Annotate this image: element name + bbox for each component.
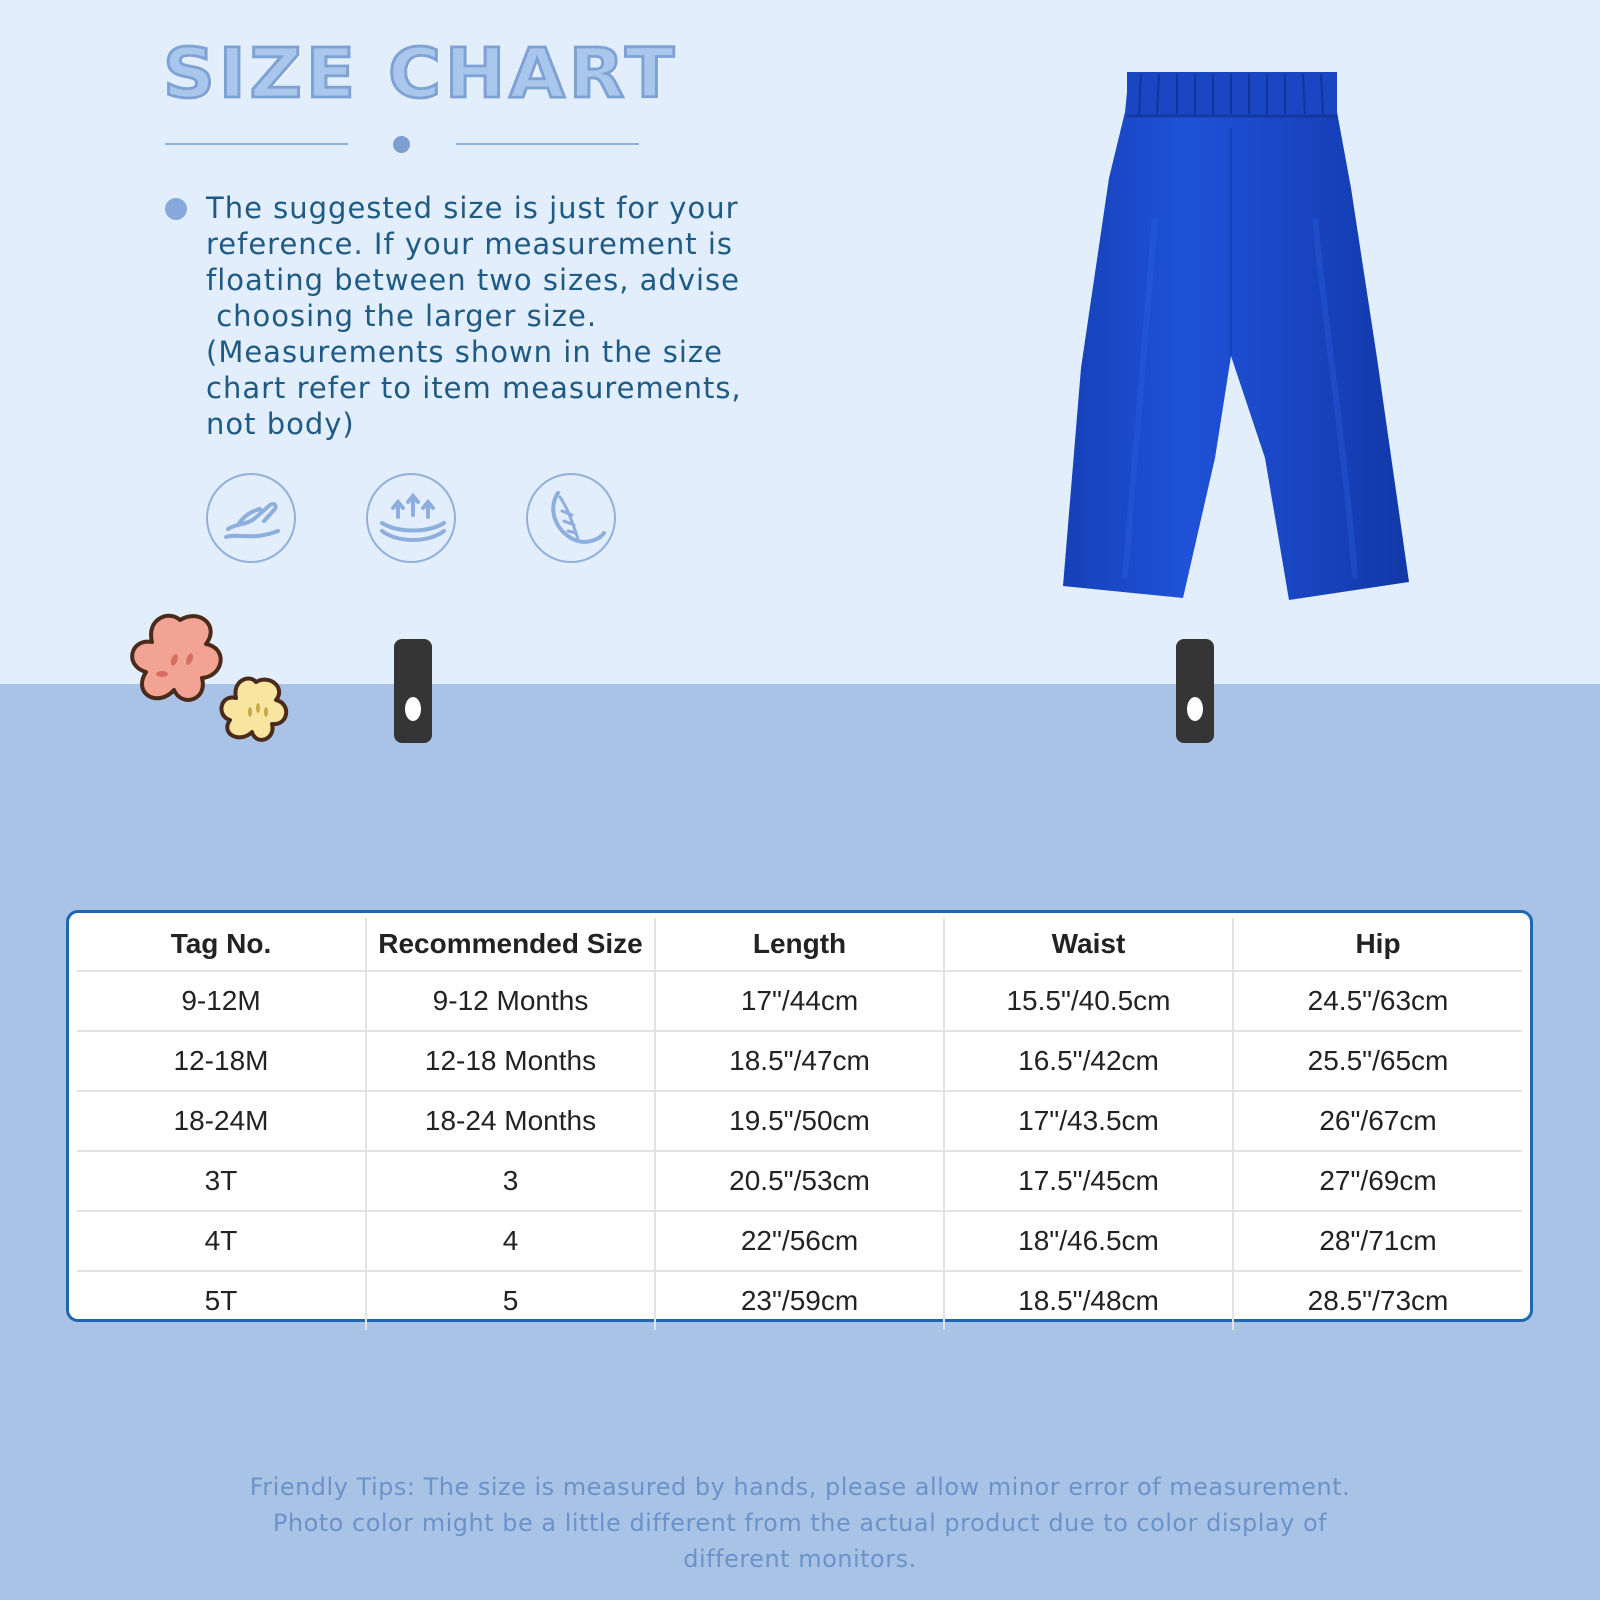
cell-recommended-size: 12-18 Months bbox=[366, 1031, 655, 1091]
cell-waist: 16.5"/42cm bbox=[944, 1031, 1233, 1091]
size-note-line: chart refer to item measurements, bbox=[206, 371, 742, 405]
size-note-line: not body) bbox=[206, 407, 355, 441]
cell-waist: 17"/43.5cm bbox=[944, 1091, 1233, 1151]
cell-waist: 15.5"/40.5cm bbox=[944, 971, 1233, 1031]
header-hip: Hip bbox=[1233, 918, 1522, 971]
header-tag-no: Tag No. bbox=[77, 918, 366, 971]
title-divider-left bbox=[165, 143, 348, 145]
cell-hip: 28"/71cm bbox=[1233, 1211, 1522, 1271]
cell-tag-no: 12-18M bbox=[77, 1031, 366, 1091]
clip-hole bbox=[405, 697, 421, 721]
size-note bbox=[206, 190, 866, 442]
hanger-clip-right bbox=[1176, 639, 1214, 743]
soft-hand-icon bbox=[206, 473, 296, 563]
cell-length: 20.5"/53cm bbox=[655, 1151, 944, 1211]
size-note-line: reference. If your measurement is bbox=[206, 227, 734, 261]
cell-waist: 17.5"/45cm bbox=[944, 1151, 1233, 1211]
size-note-line: (Measurements shown in the size bbox=[206, 335, 723, 369]
breathable-icon bbox=[366, 473, 456, 563]
cell-tag-no: 9-12M bbox=[77, 971, 366, 1031]
cell-tag-no: 3T bbox=[77, 1151, 366, 1211]
table-row bbox=[77, 1031, 1522, 1091]
cell-recommended-size: 9-12 Months bbox=[366, 971, 655, 1031]
lightweight-feather-icon bbox=[526, 473, 616, 563]
table-row bbox=[77, 1211, 1522, 1271]
header-waist: Waist bbox=[944, 918, 1233, 971]
cell-recommended-size: 3 bbox=[366, 1151, 655, 1211]
table-header-row bbox=[77, 918, 1522, 971]
title-divider-right bbox=[456, 143, 639, 145]
cell-hip: 24.5"/63cm bbox=[1233, 971, 1522, 1031]
tips-line: Friendly Tips: The size is measured by hands, please allow minor error of measurement. bbox=[249, 1473, 1351, 1501]
flower-decoration bbox=[118, 612, 308, 766]
header-recommended-size: Recommended Size bbox=[366, 918, 655, 971]
cell-length: 22"/56cm bbox=[655, 1211, 944, 1271]
bullet-dot-icon bbox=[165, 198, 187, 220]
size-table-container bbox=[66, 910, 1533, 1322]
tips-line: different monitors. bbox=[683, 1545, 917, 1573]
cell-tag-no: 18-24M bbox=[77, 1091, 366, 1151]
cell-length: 23"/59cm bbox=[655, 1271, 944, 1330]
size-table bbox=[77, 918, 1522, 1330]
page-title: SIZE CHART bbox=[163, 33, 679, 113]
cell-tag-no: 4T bbox=[77, 1211, 366, 1271]
size-note-line: The suggested size is just for your bbox=[206, 191, 739, 225]
header-length: Length bbox=[655, 918, 944, 971]
blue-pants-image bbox=[1055, 68, 1415, 612]
friendly-tips bbox=[0, 1469, 1600, 1577]
size-note-line: floating between two sizes, advise bbox=[206, 263, 741, 297]
cell-recommended-size: 5 bbox=[366, 1271, 655, 1330]
table-row bbox=[77, 971, 1522, 1031]
table-row bbox=[77, 1151, 1522, 1211]
cell-waist: 18"/46.5cm bbox=[944, 1211, 1233, 1271]
cell-length: 19.5"/50cm bbox=[655, 1091, 944, 1151]
cell-recommended-size: 4 bbox=[366, 1211, 655, 1271]
tips-line: Photo color might be a little different from the actual product due to color display of bbox=[272, 1509, 1328, 1537]
cell-tag-no: 5T bbox=[77, 1271, 366, 1330]
cell-hip: 27"/69cm bbox=[1233, 1151, 1522, 1211]
title-divider-dot bbox=[393, 136, 410, 153]
cell-hip: 25.5"/65cm bbox=[1233, 1031, 1522, 1091]
cell-length: 18.5"/47cm bbox=[655, 1031, 944, 1091]
table-row bbox=[77, 1091, 1522, 1151]
size-note-line: choosing the larger size. bbox=[206, 299, 598, 333]
cell-waist: 18.5"/48cm bbox=[944, 1271, 1233, 1330]
table-row bbox=[77, 1271, 1522, 1330]
cell-hip: 28.5"/73cm bbox=[1307, 1285, 1449, 1316]
cell-hip: 26"/67cm bbox=[1233, 1091, 1522, 1151]
cell-recommended-size: 18-24 Months bbox=[366, 1091, 655, 1151]
cell-length: 17"/44cm bbox=[655, 971, 944, 1031]
clip-hole bbox=[1187, 697, 1203, 721]
hanger-clip-left bbox=[394, 639, 432, 743]
